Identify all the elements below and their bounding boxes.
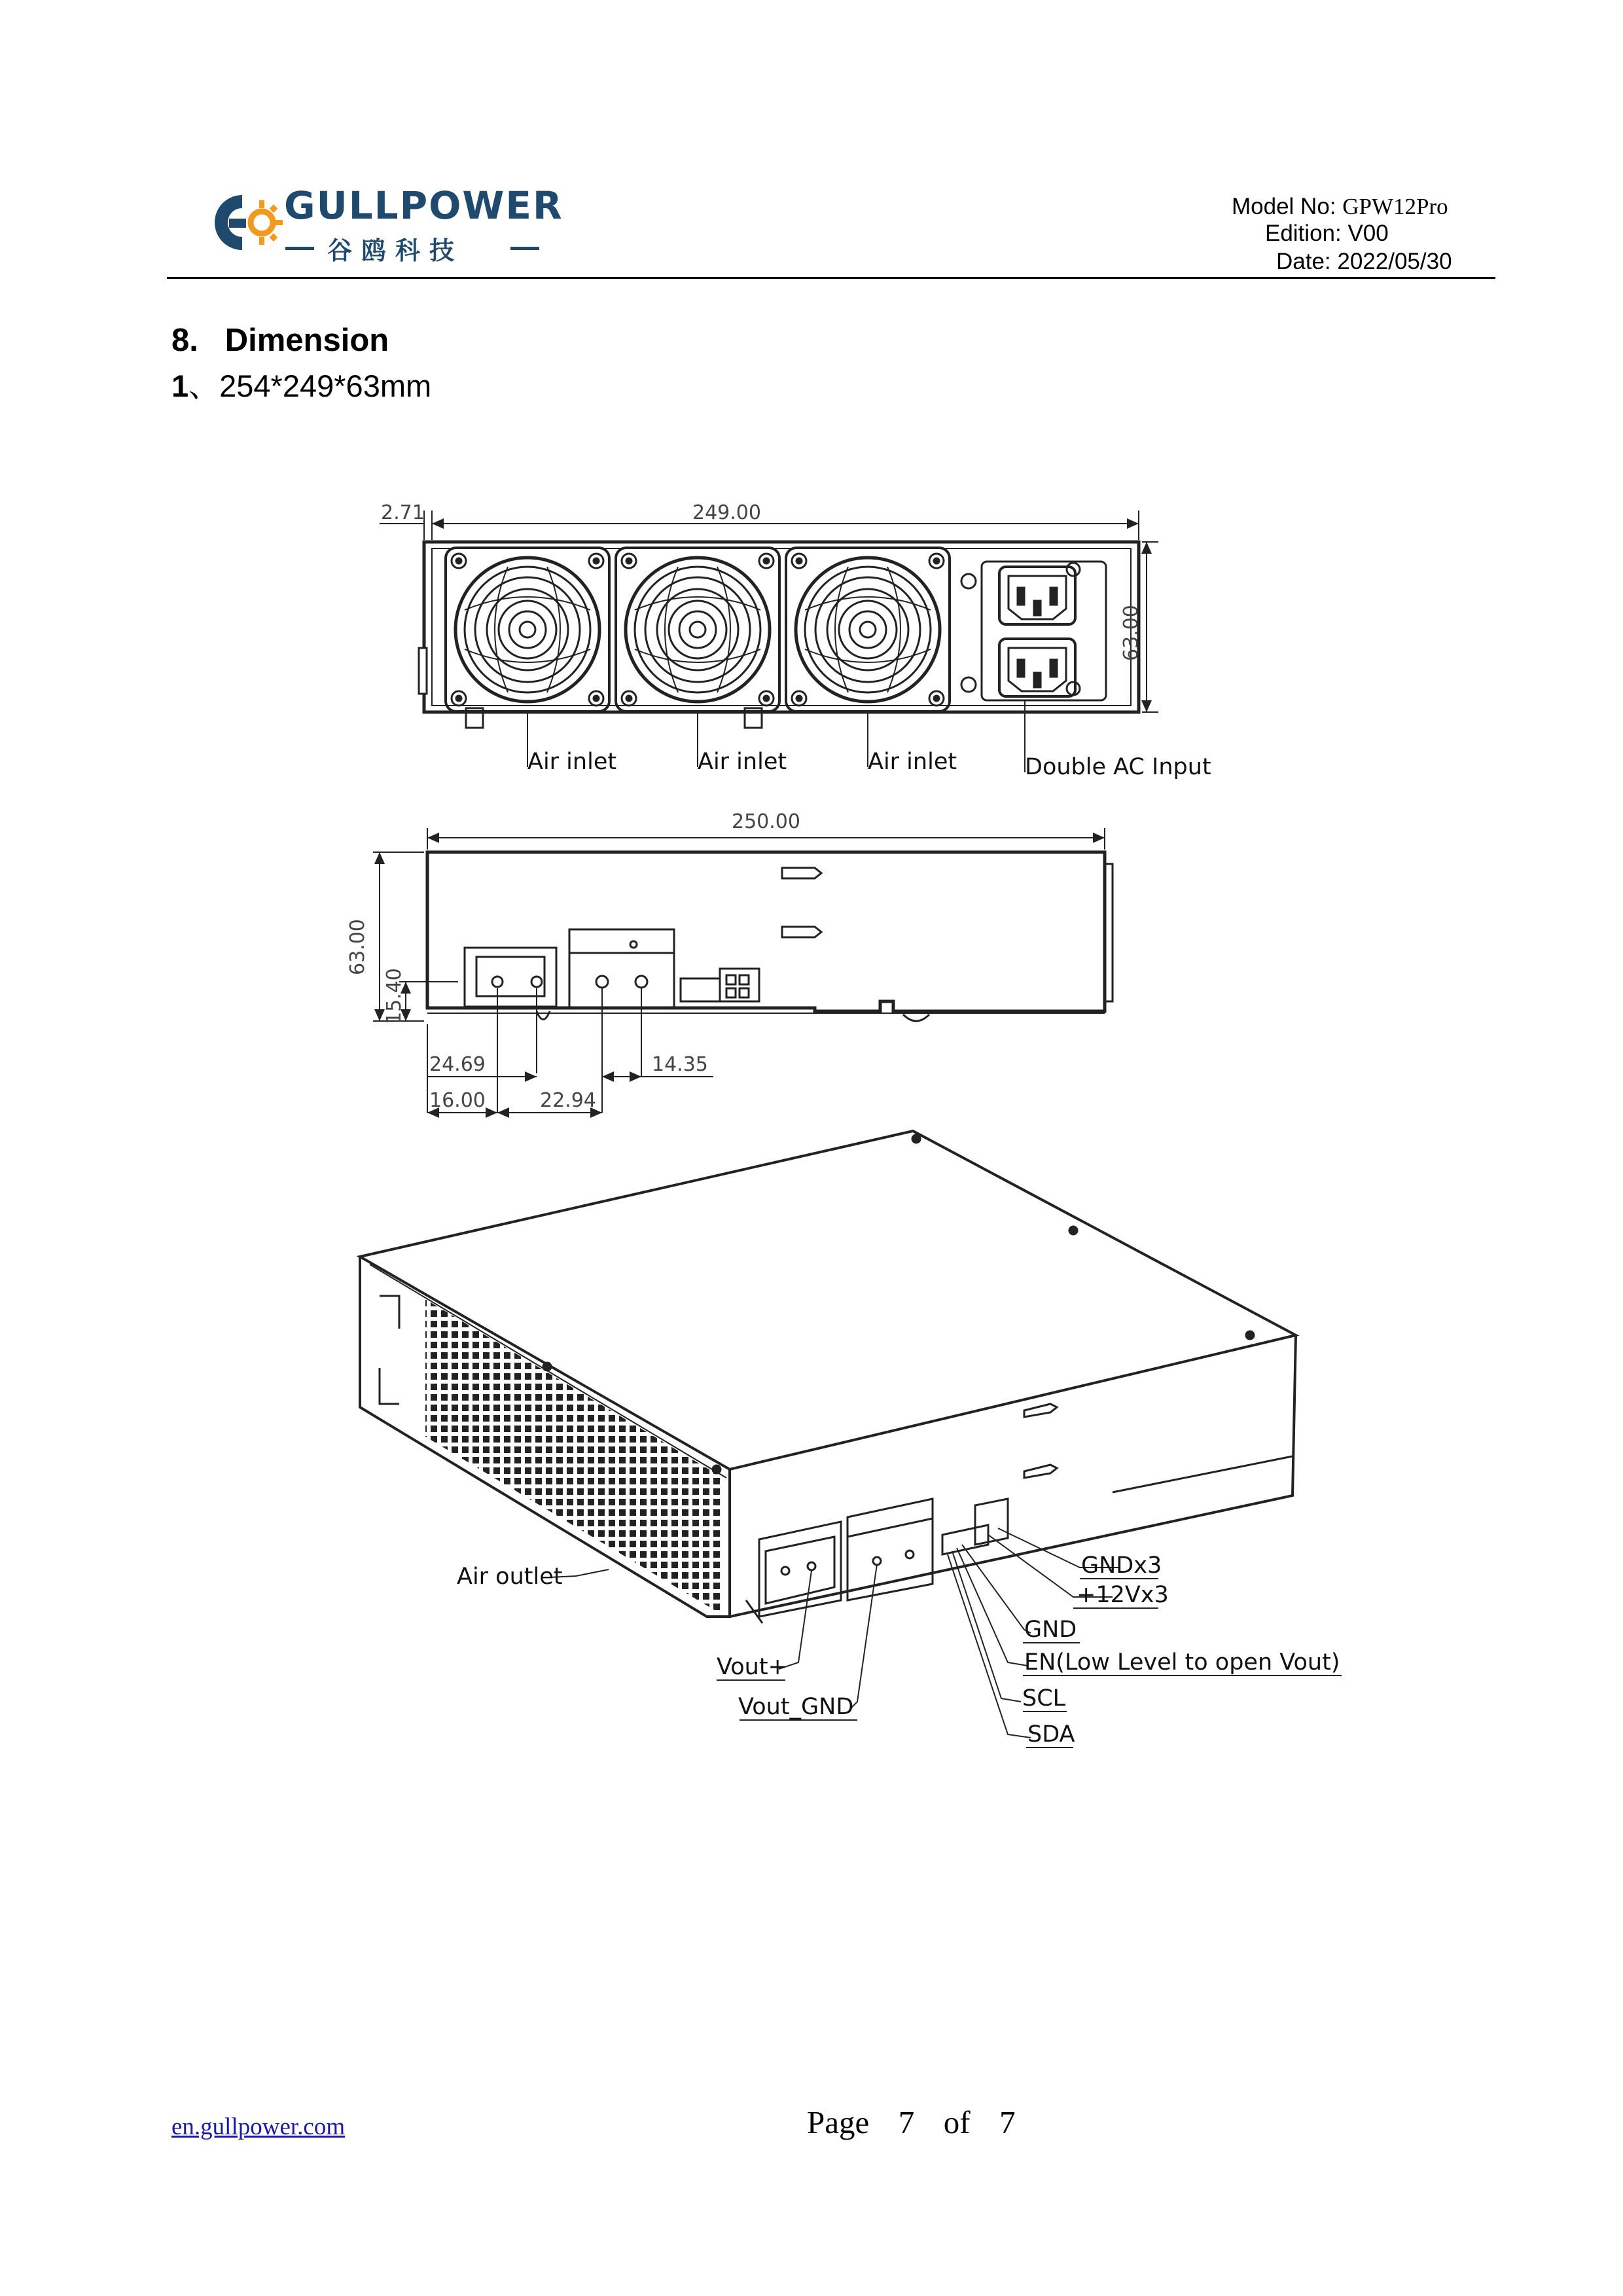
edition: Edition: V00 <box>1265 221 1389 246</box>
label-ac-input: Double AC Input <box>1025 754 1211 780</box>
fan-icon <box>786 548 950 711</box>
dim-terminal-spacing: 14.35 <box>652 1053 708 1076</box>
label-12vx3: +12Vx3 <box>1077 1582 1169 1608</box>
dim-terminal-offset: 24.69 <box>429 1053 486 1076</box>
label-enable: EN(Low Level to open Vout) <box>1024 1649 1340 1676</box>
label-vout-plus: Vout+ <box>717 1654 787 1680</box>
logo-chinese-name: 谷鸥科技 <box>327 236 464 265</box>
dimension-summary: 1、254*249*63mm <box>171 368 432 403</box>
label-gndx3: GNDx3 <box>1081 1552 1162 1579</box>
page-number: Page 7 of 7 <box>807 2104 1016 2140</box>
fan-icon <box>446 548 609 711</box>
label-vout-gnd: Vout_GND <box>738 1694 854 1720</box>
label-sda: SDA <box>1027 1721 1075 1748</box>
ac-inlet-icon <box>999 639 1075 696</box>
dim-terminal-spacing: 22.94 <box>540 1089 596 1112</box>
dim-terminal-height: 15.40 <box>383 968 406 1024</box>
dim-side-height: 63.00 <box>346 919 369 975</box>
front-view <box>380 511 1158 772</box>
label-air-inlet: Air inlet <box>527 749 617 775</box>
dim-width: 249.00 <box>692 501 761 524</box>
label-air-inlet: Air inlet <box>868 749 957 775</box>
ac-inlet-icon <box>999 567 1075 624</box>
dim-terminal-offset: 16.00 <box>429 1089 486 1112</box>
label-scl: SCL <box>1022 1685 1066 1712</box>
dim-height: 63.00 <box>1120 605 1143 661</box>
dim-length: 250.00 <box>732 810 800 833</box>
model-number: Model No: GPW12Pro <box>1232 194 1448 219</box>
label-gnd: GND <box>1024 1617 1077 1643</box>
date: Date: 2022/05/30 <box>1276 249 1452 274</box>
section-title: 8. Dimension <box>171 323 389 358</box>
label-air-inlet: Air inlet <box>698 749 787 775</box>
fan-icon <box>616 548 779 711</box>
website-link[interactable]: en.gullpower.com <box>171 2113 346 2140</box>
dim-offset: 2.71 <box>381 501 425 524</box>
logo-wordmark: GULLPOWER <box>284 183 563 228</box>
label-air-outlet: Air outlet <box>457 1564 563 1590</box>
